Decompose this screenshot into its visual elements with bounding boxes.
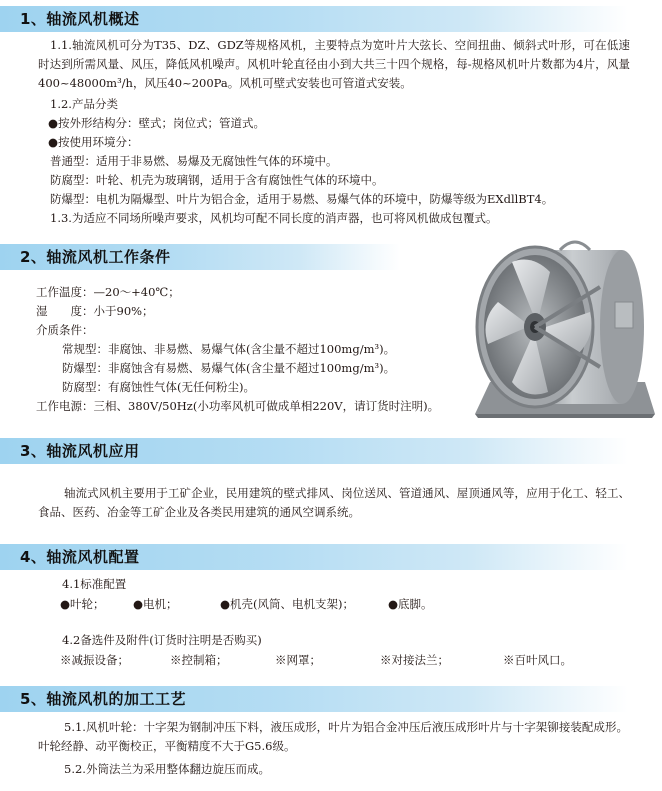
section-1-header: 1、轴流风机概述 [0, 6, 628, 32]
medium-conditions-label: 介质条件： [36, 323, 94, 337]
opt-item-flange: ※对接法兰； [380, 653, 449, 667]
anticorrosion-type-medium: 防腐型：有腐蚀性气体(无任何粉尘)。 [62, 380, 255, 394]
optional-config-label: 4.2备选件及附件(订货时注明是否购买) [62, 633, 262, 647]
section-3-header: 3、轴流风机应用 [0, 438, 628, 464]
opt-item-damper: ※减振设备； [60, 653, 129, 667]
std-item-impeller: ●叶轮； [60, 597, 105, 611]
section-5-header: 5、轴流风机的加工工艺 [0, 686, 628, 712]
std-item-casing: ●机壳(风筒、电机支架)； [220, 597, 355, 611]
std-item-motor: ●电机； [133, 597, 178, 611]
noise-requirement-desc: 1.3.为适应不同场所噪声要求，风机均可配不同长度的消声器，也可将风机做成包覆式。 [50, 211, 498, 225]
working-temperature: 工作温度：—20～+40℃； [36, 285, 180, 299]
opt-item-control-box: ※控制箱； [170, 653, 228, 667]
power-supply: 工作电源：三相、380V/50Hz(小功率风机可做成单相220V，请订货时注明)。 [36, 399, 440, 413]
std-item-base: ●底脚。 [388, 597, 433, 611]
axial-fan-image [440, 232, 662, 422]
opt-item-louver: ※百叶风口。 [503, 653, 572, 667]
impeller-process: 5.1.风机叶轮：十字架为钢制冲压下料，液压成形，叶片为铝合金冲压后液压成形叶片与十字架铆接装配成形。叶轮经静、动平衡校正，平衡精度不大于G5.6级。 [38, 720, 628, 753]
section-3-body: 轴流式风机主要用于工矿企业，民用建筑的壁式排风、岗位送风、管道通风、屋顶通风等，应用于化工、轻工、食品、医药、冶金等工矿企业及各类民用建筑的通风空调系统。 [38, 486, 630, 519]
flange-process: 5.2.外筒法兰为采用整体翻边旋压而成。 [64, 762, 270, 776]
section-4-header: 4、轴流风机配置 [0, 544, 628, 570]
explosion-proof-type-desc: 防爆型：电机为隔爆型、叶片为铝合金，适用于易燃、易爆气体的环境中，防爆等级为EXdllBT4。 [50, 192, 554, 206]
opt-item-net-cover: ※网罩； [275, 653, 321, 667]
anticorrosion-type-desc: 防腐型：叶轮、机壳为玻璃钢，适用于含有腐蚀性气体的环境中。 [50, 173, 384, 187]
shape-classification: ●按外形结构分：壁式；岗位式；管道式。 [48, 116, 266, 130]
regular-type-medium: 常规型：非腐蚀、非易燃、易爆气体(含尘量不超过100mg/m³)。 [62, 342, 396, 356]
section-2-header: 2、轴流风机工作条件 [0, 244, 400, 270]
normal-type-desc: 普通型：适用于非易燃、易爆及无腐蚀性气体的环境中。 [50, 154, 338, 168]
product-category-label: 1.2.产品分类 [50, 97, 118, 111]
standard-config-label: 4.1标准配置 [62, 577, 127, 591]
section-1-intro: 1.1.轴流风机可分为T35、DZ、GDZ等规格风机，主要特点为宽叶片大弦长、空间扭曲、倾斜式叶形，可在低速时达到所需风量、风压，降低风机噪声。风机叶轮直径由小到大共三十四个规格，每-规格风机叶片数都为4片，风量400~48000m³/h，风压40~200Pa。风机可壁式安装也可管道式安装。 [38, 38, 630, 90]
explosion-type-medium: 防爆型：非腐蚀含有易燃、易爆气体(含尘量不超过100mg/m³)。 [62, 361, 396, 375]
environment-classification: ●按使用环境分： [48, 135, 139, 149]
humidity: 湿 度：小于90%； [36, 304, 154, 318]
